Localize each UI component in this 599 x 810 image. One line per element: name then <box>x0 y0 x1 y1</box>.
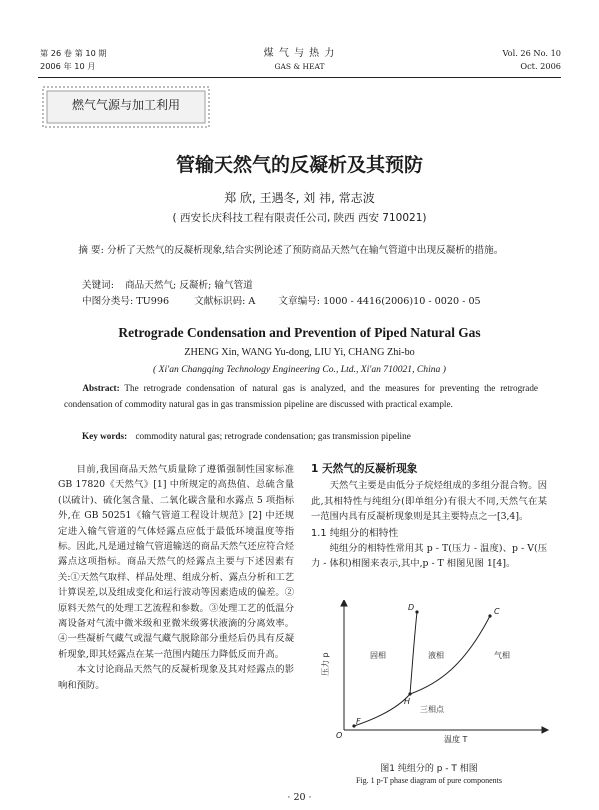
point-C-label: C <box>494 607 500 616</box>
point-F-label: F <box>356 717 361 726</box>
date-en: Oct. 2006 <box>520 61 561 71</box>
figure-caption-cn: 图1 纯组分的 p - T 相图 <box>380 764 478 774</box>
point-C-marker <box>488 614 491 617</box>
vaporization-curve <box>410 616 490 694</box>
x-axis-arrow <box>542 727 548 733</box>
body-right-column <box>311 462 547 572</box>
class-value: TU996 <box>136 296 170 307</box>
classification-line <box>82 293 481 307</box>
body-paragraph-1: 目前,我国商品天然气质量除了遵循强制性国家标准 GB 17820《天然气》[1] 中所规定的高热值、总硫含量(以硫计)、硫化氢含量、二氧化碳含量和水露点 5 项指标外,在 GB 50251《输气管道工程设计规范》[2] 中还规定进入输气管道的气体烃露点应低于最低环境温度等指标。因此,凡是通过输气管道输送的商品天然气还应符合烃露点这项指标。商品天然气的烃露点主要与下述因素有关:①天然气取样、样品处理、组成分析、露点分析和工艺计算误差,以及组成变化和运行波动等因素造成的偏差。②原料天然气的处理工艺流程和参数。③处理工艺的低温分离设备对气流中微米级和亚微米级雾状液滴的分离效率。④一些凝析气藏气或湿气藏气脱除部分重烃后仍具有反凝析现象,即其烃露点在某一范围内随压力降低反而升高。 <box>58 464 294 660</box>
y-axis-label: 压力 p <box>321 652 330 676</box>
header-rule <box>38 77 561 78</box>
point-D-label: D <box>408 603 415 612</box>
header-right <box>502 47 561 73</box>
y-axis-arrow <box>341 600 347 606</box>
doc-code-value: A <box>248 296 256 307</box>
keywords-en-value: commodity natural gas; retrograde condensation; gas transmission pipeline <box>135 431 411 441</box>
affiliation-en: ( Xi'an Changqing Technology Engineering Co., Ltd., Xi'an 710021, China ) <box>153 364 446 375</box>
body-paragraph-2: 本文讨论商品天然气的反凝析现象及其对烃露点的影响和预防。 <box>58 664 294 691</box>
page-number: · 20 · <box>287 792 312 803</box>
melting-curve <box>410 612 417 694</box>
section-1-1-paragraph: 纯组分的相特性常用其 p - T(压力 - 温度)、p - V(压力 - 体积)相图来表示,其中,p - T 相图见图 1[4]。 <box>311 543 547 570</box>
authors-en: ZHENG Xin, WANG Yu-dong, LIU Yi, CHANG Zhi-bo <box>184 347 415 358</box>
phase-diagram-figure <box>318 600 550 750</box>
journal-name-en: GAS & HEAT <box>274 62 325 71</box>
abstract-cn <box>64 243 538 258</box>
triple-point-label: 三相点 <box>420 705 444 714</box>
figure-caption-en: Fig. 1 p-T phase diagram of pure components <box>355 776 503 785</box>
volume-issue: 第 26 卷 第 10 期 <box>40 48 107 58</box>
abstract-en <box>64 381 538 412</box>
point-H-label: H <box>404 697 411 706</box>
region-solid-label: 固相 <box>370 651 386 660</box>
keywords-cn-label: 关键词: <box>82 280 115 291</box>
abstract-cn-text: 分析了天然气的反凝析现象,结合实例论述了预防商品天然气在输气管道中出现反凝析的措施。 <box>106 245 504 256</box>
journal-name-cn: 煤 气 与 热 力 <box>263 48 336 59</box>
issue-date: 2006 年 10 月 <box>40 61 96 71</box>
abstract-en-label: Abstract: <box>82 383 120 393</box>
class-label: 中图分类号: <box>82 296 134 307</box>
x-axis-label: 温度 T <box>444 735 468 744</box>
keywords-cn <box>82 277 253 291</box>
authors-cn: 郑 欣, 王遇冬, 刘 祎, 常志波 <box>224 191 375 205</box>
region-gas-label: 气相 <box>494 651 510 660</box>
title-cn: 管输天然气的反凝析及其预防 <box>175 154 423 176</box>
section-tag: 燃气气源与加工利用 <box>71 98 180 112</box>
abstract-en-text: The retrograde condensation of natural gas is analyzed, and the measures for preventing the retrograde condensation of commodity natural gas in gas transmission pipeline are discussed with practical example. <box>64 383 538 409</box>
article-no-label: 文章编号: <box>278 296 320 307</box>
point-D-marker <box>415 610 418 613</box>
abstract-cn-label: 摘 要: <box>78 245 104 256</box>
keywords-en <box>82 431 411 441</box>
body-left-column <box>58 462 294 693</box>
section-1-heading: 1 天然气的反凝析现象 <box>311 463 418 475</box>
affiliation-cn: ( 西安长庆科技工程有限责任公司, 陕西 西安 710021) <box>172 212 427 224</box>
keywords-en-label: Key words: <box>82 431 128 441</box>
keywords-cn-value: 商品天然气; 反凝析; 输气管道 <box>125 280 253 291</box>
doc-code-label: 文献标识码: <box>194 296 246 307</box>
region-liquid-label: 液相 <box>428 651 444 660</box>
point-H-marker <box>408 692 411 695</box>
article-no-value: 1000 - 4416(2006)10 - 0020 - 05 <box>323 296 481 307</box>
volume-en: Vol. 26 No. 10 <box>502 48 561 58</box>
section-1-1-heading: 1.1 纯组分的相特性 <box>311 527 399 539</box>
abstract-cn-body <box>64 243 538 258</box>
sublimation-curve <box>354 694 410 726</box>
title-en: Retrograde Condensation and Prevention of Piped Natural Gas <box>118 325 481 340</box>
origin-label: O <box>336 731 343 740</box>
section-1-paragraph: 天然气主要是由低分子烷烃组成的多组分混合物。因此,其相特性与纯组分(即单组分)有很大不同,天然气在某一范围内具有反凝析现象则是其主要特点之一[3,4]。 <box>311 480 547 523</box>
